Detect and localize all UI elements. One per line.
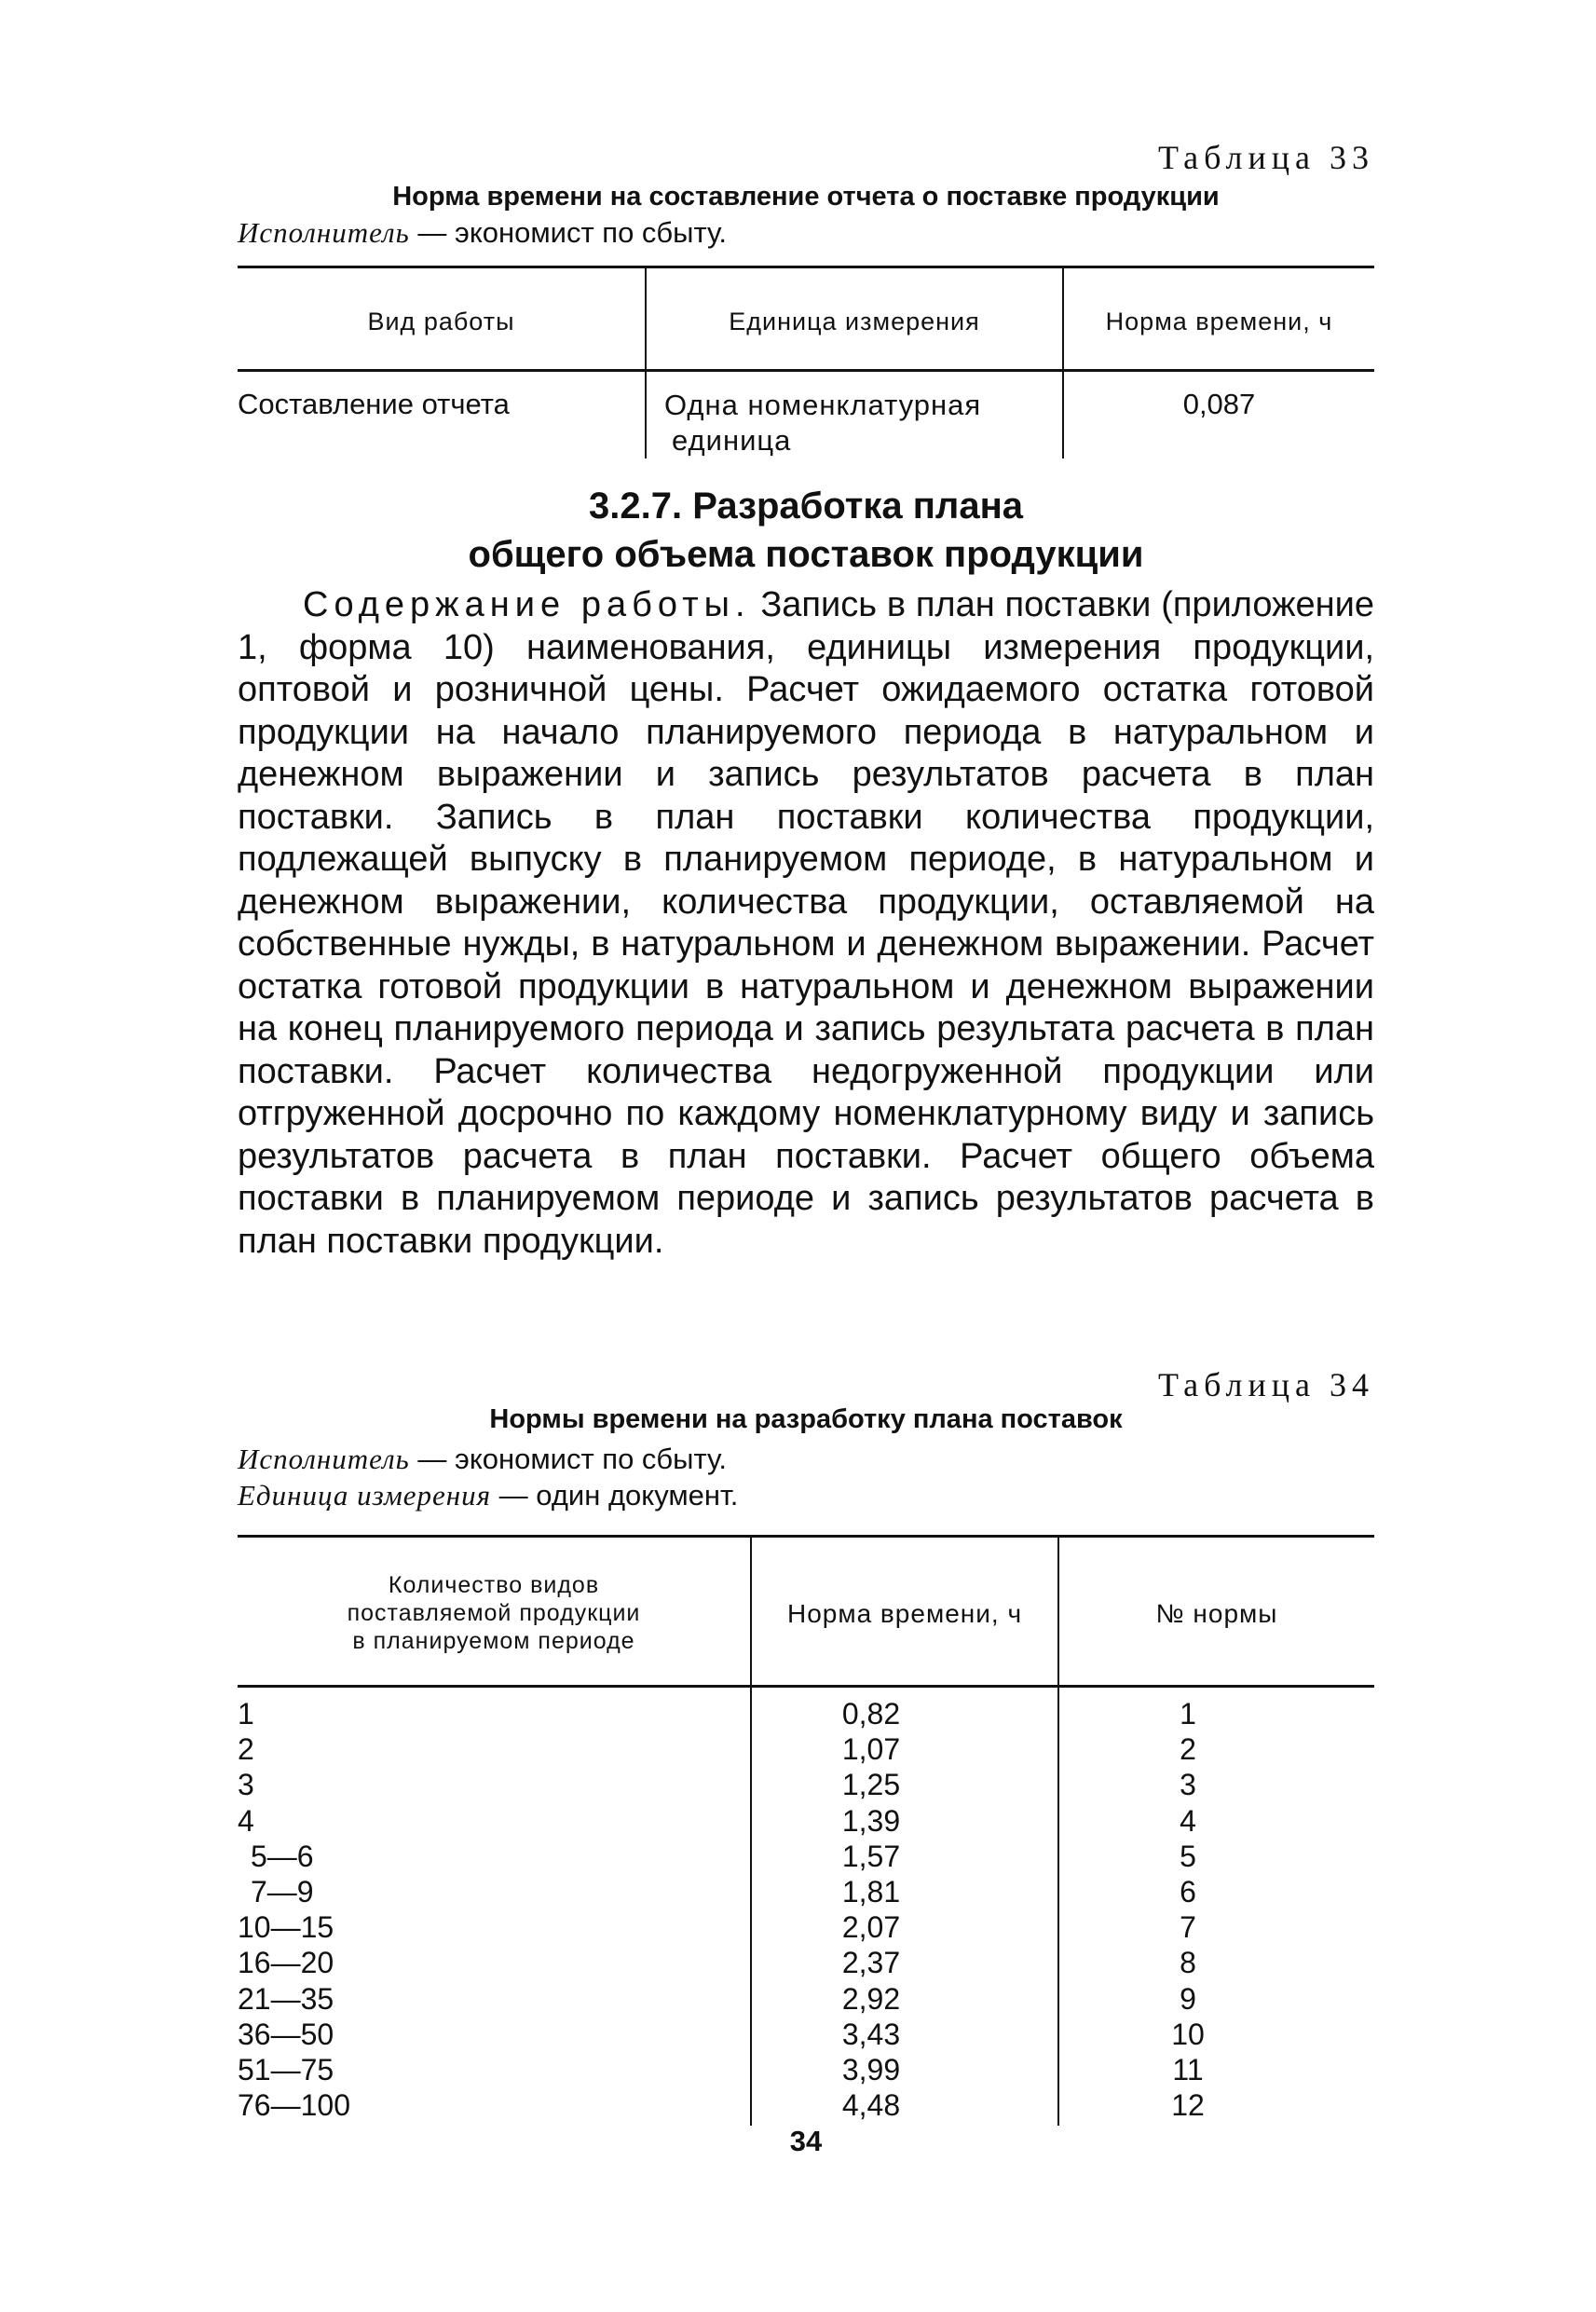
table-row: 7 <box>1180 1910 1196 1945</box>
executor-label: Исполнитель <box>238 216 410 249</box>
table33-executor <box>238 216 727 250</box>
table33-cell-norm: 0,087 <box>1182 388 1256 420</box>
table-row: 2,07 <box>841 1910 901 1945</box>
unit-value: — один документ. <box>491 1479 739 1512</box>
table34-header-count-line3: в планируемом периоде <box>352 1628 635 1654</box>
table-row: 5—6 <box>251 1839 314 1873</box>
table-row: 3,43 <box>841 2017 901 2051</box>
content-label: Содержание работы. <box>303 585 751 624</box>
table33-vline-1 <box>645 267 647 458</box>
table34-col-count <box>238 1696 517 2123</box>
table34-col-num <box>1109 1696 1267 2123</box>
table-row: 16—20 <box>238 1946 334 1980</box>
table34-col-norm <box>731 1696 1011 2123</box>
table-row: 36—50 <box>238 2017 334 2051</box>
table33-cell-work: Составление отчета <box>238 388 510 420</box>
table-row: 11 <box>1172 2052 1204 2086</box>
table-row: 2,37 <box>841 1946 901 1980</box>
table33-vline-2 <box>1062 267 1064 458</box>
table-row: 21—35 <box>238 1981 334 2016</box>
table-row: 3 <box>238 1768 254 1802</box>
table-row: 12 <box>1171 2088 1205 2123</box>
table34-header-count-line2: поставляемой продукции <box>347 1600 641 1626</box>
page-number: 34 <box>789 2125 823 2157</box>
table34-header-count-line1: Количество видов <box>388 1572 600 1598</box>
table-row: 4,48 <box>841 2088 901 2123</box>
table-row: 1,25 <box>841 1768 901 1802</box>
unit-label: Единица измерения <box>238 1479 492 1512</box>
table33-title: Норма времени на составление отчета о поставке продукции <box>392 182 1220 212</box>
table34-header-rule <box>238 1685 1374 1688</box>
table-row: 3,99 <box>841 2052 901 2086</box>
table-row: 4 <box>238 1803 254 1838</box>
table-row: 1,07 <box>841 1732 901 1767</box>
table33-header-rule <box>238 369 1374 372</box>
content-text: Запись в план поставки (приложение 1, форма 10) наименования, единицы измерения продукции, оптовой и розничной цены. Расчет ожидаемого остатка готовой продукции на начало планируемого периода в натуральном и денежном выражении и запись результатов расчета в план поставки. Запись в план поставки количества продукции, подлежащей выпуску в планируемом периоде, в натуральном и денежном выражении, количества продукции, оставляемой на собственные нужды, в натуральном и денежном выражении. Расчет остатка готовой продукции в натуральном и денежном выражении на конец планируемого периода и запись результата расчета в план поставки. Расчет количества недогруженной продукции или отгруженной досрочно по каждому номенклатурному виду и запись результатов расчета в план поставки. Расчет общего объема поставки в планируемом периоде и запись результатов расчета в план поставки продукции. <box>238 585 1374 1261</box>
table33-header-norm: Норма времени, ч <box>1105 308 1333 335</box>
table-row: 8 <box>1180 1946 1196 1980</box>
executor-label: Исполнитель <box>238 1443 410 1475</box>
table34-top-rule <box>238 1535 1374 1538</box>
table-row: 10 <box>1171 2017 1205 2051</box>
document-page <box>238 0 1374 2312</box>
table-row: 7—9 <box>251 1874 314 1908</box>
table-row: 1 <box>1180 1697 1196 1731</box>
table33-cell-unit-line2: единица <box>672 424 792 457</box>
table34-header-count <box>238 1571 750 1655</box>
table-row: 6 <box>1180 1874 1196 1908</box>
section-body <box>238 584 1374 1263</box>
table34-unit <box>238 1479 738 1512</box>
table33-header-work: Вид работы <box>367 308 515 335</box>
table33-label: Таблица 33 <box>1158 139 1374 176</box>
section-title-line1: 3.2.7. Разработка плана <box>589 486 1023 527</box>
section-title <box>238 482 1374 579</box>
table-row: 76—100 <box>238 2088 350 2123</box>
executor-value: — экономист по сбыту. <box>409 1443 728 1475</box>
table34-header-norm: Норма времени, ч <box>786 1599 1023 1628</box>
table33-cell-unit-line1: Одна номенклатурная <box>664 389 982 421</box>
table34-executor <box>238 1443 727 1476</box>
table-row: 4 <box>1180 1803 1196 1838</box>
table34-title: Нормы времени на разработку плана поставок <box>489 1404 1123 1434</box>
table-row: 0,82 <box>841 1697 901 1731</box>
table-row: 5 <box>1180 1839 1196 1873</box>
table-row: 1,81 <box>841 1874 901 1908</box>
table34-header-num: № нормы <box>1155 1599 1278 1628</box>
section-title-line2: общего объема поставок продукции <box>468 534 1144 575</box>
table-row: 2 <box>238 1732 254 1767</box>
table-row: 1 <box>238 1697 254 1731</box>
executor-value: — экономист по сбыту. <box>409 216 728 249</box>
table33-top-rule <box>238 266 1374 268</box>
table-row: 10—15 <box>238 1910 334 1945</box>
table34-label: Таблица 34 <box>1158 1366 1374 1403</box>
table-row: 1,39 <box>841 1803 901 1838</box>
table-row: 2,92 <box>841 1981 901 2016</box>
table33-cell-unit <box>664 388 981 458</box>
table33-header-unit: Единица измерения <box>729 308 980 335</box>
table-row: 51—75 <box>238 2052 334 2086</box>
table-row: 2 <box>1180 1732 1196 1767</box>
table-row: 9 <box>1180 1981 1196 2016</box>
table-row: 3 <box>1180 1768 1196 1802</box>
table-row: 1,57 <box>841 1839 901 1873</box>
